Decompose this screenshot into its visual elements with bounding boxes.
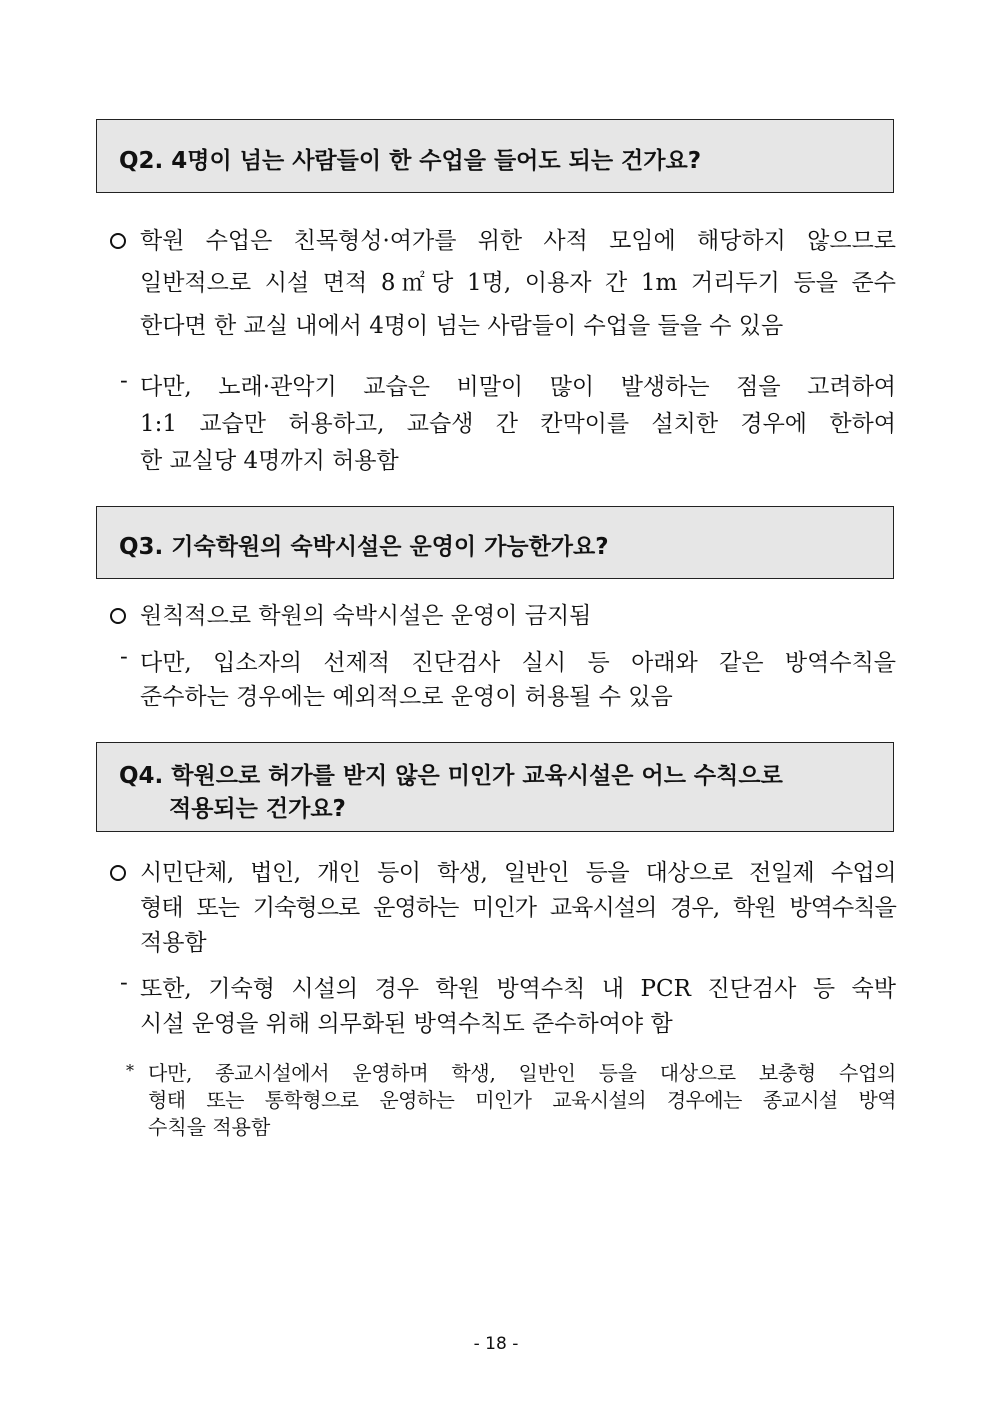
- q2-dash-line-3: 한 교실당 4명까지 허용함: [140, 448, 399, 474]
- q4-dash-paragraph: [110, 970, 896, 1042]
- q3-dash-line-2: 준수하는 경우에는 예외적으로 운영이 허용될 수 있음: [140, 684, 673, 710]
- q4-title-box: [96, 742, 894, 832]
- q2-bullet-paragraph: [110, 222, 896, 342]
- q2-bullet-line-1: 학원 수업은 친목형성·여가를 위한 사적 모임에 해당하지 않으므로: [140, 228, 896, 254]
- q4-bullet-paragraph: [110, 854, 896, 964]
- circle-bullet-icon: [110, 608, 126, 624]
- q3-title-box: [96, 506, 894, 579]
- q4-dash-line-2: 시설 운영을 위해 의무화된 방역수칙도 준수하여야 함: [140, 1011, 673, 1037]
- circle-bullet-icon: [110, 233, 126, 249]
- q2-dash-paragraph: [110, 368, 896, 478]
- dash-marker: -: [120, 970, 128, 996]
- q2-bullet-line-2: 일반적으로 시설 면적 8㎡당 1명, 이용자 간 1m 거리두기 등을 준수: [140, 270, 896, 296]
- asterisk-marker: *: [126, 1061, 134, 1080]
- q4-title-line-1: Q4. 학원으로 허가를 받지 않은 미인가 교육시설은 어느 수칙으로: [119, 763, 783, 789]
- q4-bullet-line-1: 시민단체, 법인, 개인 등이 학생, 일반인 등을 대상으로 전일제 수업의: [140, 860, 896, 886]
- q4-bullet-line-3: 적용함: [140, 930, 207, 956]
- circle-bullet-icon: [110, 865, 126, 881]
- q2-title-box: [96, 119, 894, 193]
- q3-bullet-line-1: 원칙적으로 학원의 숙박시설은 운영이 금지됨: [140, 603, 592, 629]
- q3-title: Q3. 기숙학원의 숙박시설은 운영이 가능한가요?: [119, 534, 609, 560]
- q2-dash-line-1: 다만, 노래·관악기 교습은 비말이 많이 발생하는 점을 고려하여: [140, 374, 896, 400]
- q2-title: Q2. 4명이 넘는 사람들이 한 수업을 들어도 되는 건가요?: [119, 148, 702, 174]
- q4-note-paragraph: [126, 1057, 896, 1137]
- q4-note-line-2: 형태 또는 통학형으로 운영하는 미인가 교육시설의 경우에는 종교시설 방역: [148, 1088, 896, 1112]
- q4-note-line-3: 수칙을 적용함: [148, 1115, 271, 1139]
- q3-dash-line-1: 다만, 입소자의 선제적 진단검사 실시 등 아래와 같은 방역수칙을: [140, 650, 896, 676]
- dash-marker: -: [120, 368, 128, 394]
- q4-dash-line-1: 또한, 기숙형 시설의 경우 학원 방역수칙 내 PCR 진단검사 등 숙박: [140, 976, 896, 1002]
- q2-dash-line-2: 1:1 교습만 허용하고, 교습생 간 칸막이를 설치한 경우에 한하여: [140, 411, 896, 437]
- dash-marker: -: [120, 644, 128, 670]
- q3-dash-paragraph: [110, 644, 896, 716]
- page-number: - 18 -: [473, 1334, 519, 1354]
- q2-bullet-line-3: 한다면 한 교실 내에서 4명이 넘는 사람들이 수업을 들을 수 있음: [140, 313, 784, 339]
- q4-bullet-line-2: 형태 또는 기숙형으로 운영하는 미인가 교육시설의 경우, 학원 방역수칙을: [140, 895, 896, 921]
- q4-note-line-1: 다만, 종교시설에서 운영하며 학생, 일반인 등을 대상으로 보충형 수업의: [148, 1061, 896, 1085]
- q3-bullet-paragraph: [110, 597, 896, 631]
- q4-title-line-2: 적용되는 건가요?: [169, 796, 346, 822]
